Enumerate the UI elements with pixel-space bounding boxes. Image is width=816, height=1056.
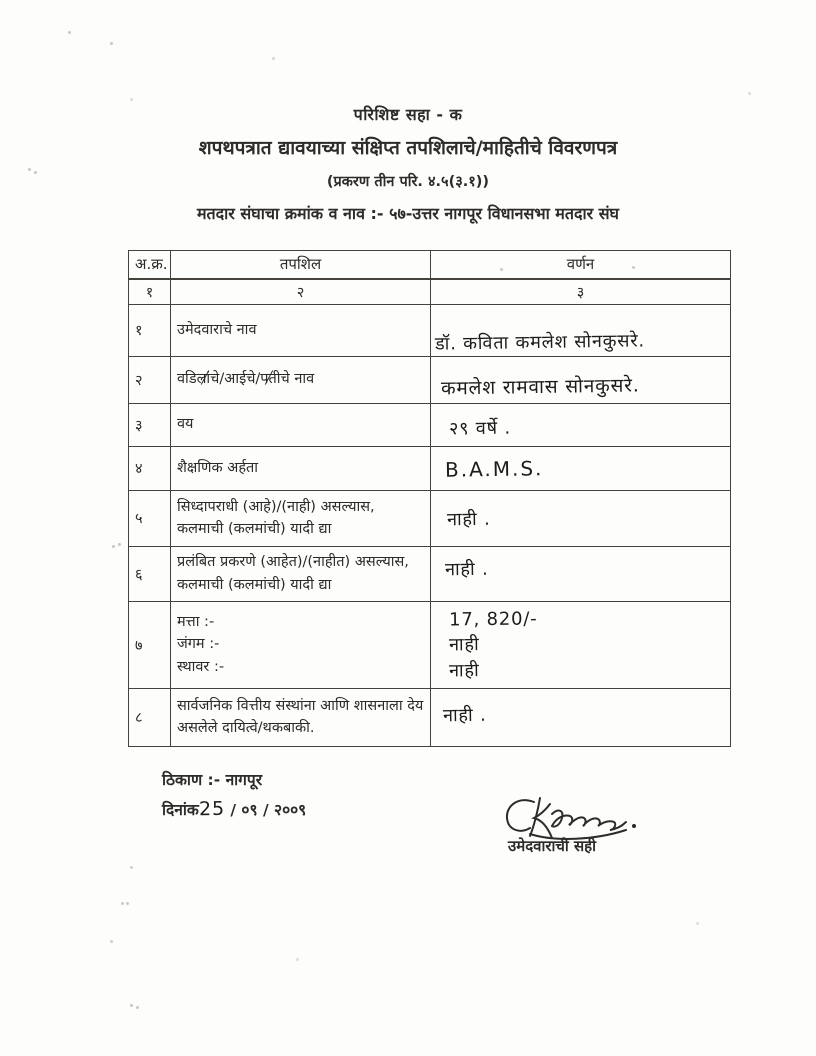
row-label: शैक्षणिक अर्हता [171,446,431,490]
column-number-row [129,279,731,305]
row-label: वडिलांचे/आईचे/पतीचे नाव [177,371,315,388]
column-header-details: तपशिल [171,251,431,279]
table-row-government-dues [129,688,731,746]
movable-label: जंगम :- [177,636,220,653]
table-row-assets [129,601,731,688]
table-row-father-husband-name [129,356,731,403]
row-label: वय [171,403,431,446]
table-row-convicted-cases [129,490,731,546]
serial-number: २ [129,356,171,403]
column-number-3: ३ [431,279,731,305]
table-row-candidate-name [129,304,731,356]
immovable-label: स्थावर :- [177,658,225,675]
handwritten-assets-amount: 17, 820/- [448,608,538,630]
row-label: सिध्दापराधी (आहे)/(नाही) असल्यास, कलमाची (कलमांची) यादी द्या [171,490,431,546]
table-row-age [129,403,731,446]
serial-number: ४ [129,446,171,490]
handwritten-husband-name: कमलेश रामवास सोनकुसरे. [440,373,640,400]
affidavit-summary-table [128,250,731,747]
signature-block [500,792,700,855]
date-month-year: / ०९ / २००९ [230,801,307,819]
handwritten-movable-answer: नाही [448,633,480,655]
row-label: उमेदवाराचे नाव [171,304,431,356]
document-title: शपथपत्रात द्यावयाच्या संक्षिप्त तपशिलाचे/माहितीचे विवरणपत्र [198,137,618,159]
handwritten-date-day: 25 [198,797,226,821]
handwritten-age: २९ वर्षे . [448,417,512,439]
date-line [162,798,306,820]
serial-number: ७ [129,601,171,688]
serial-number: ६ [129,546,171,601]
serial-number: ३ [129,403,171,446]
assets-label: मत्ता :- [177,613,215,630]
date-label: दिनांक [162,801,199,819]
row-label: प्रलंबित प्रकरणे (आहेत)/(नाहीत) असल्यास, कलमाची (कलमांची) यादी द्या [171,546,431,601]
appendix-title: परिशिष्ट सहा - क [353,105,463,124]
handwritten-candidate-name: डॉ. कविता कमलेश सोनकुसरे. [434,329,646,355]
table-row-pending-cases [129,546,731,601]
table-header-row [129,251,731,279]
constituency-line: मतदार संघाचा क्रमांक व नाव :- ५७-उत्तर नागपूर विधानसभा मतदार संघ [196,204,619,223]
table-row-education [129,446,731,490]
column-header-description: वर्णन [431,251,731,279]
chapter-reference: (प्रकरण तीन परि. ४.५(३.१)) [326,174,490,190]
handwritten-convicted-answer: नाही . [446,508,491,530]
column-number-1: १ [129,279,171,305]
handwritten-education: B.A.M.S. [444,455,544,482]
signature-caption: उमेदवाराची सही [508,837,597,855]
serial-number: ८ [129,688,171,746]
row-label: सार्वजनिक वित्तीय संस्थांना आणि शासनाला देय असलेले दायित्वे/थकबाकी. [171,688,431,746]
column-number-2: २ [171,279,431,305]
handwritten-immovable-answer: नाही [448,659,480,681]
handwritten-dues-answer: नाही . [442,704,487,726]
serial-number: १ [129,304,171,356]
serial-number: ५ [129,490,171,546]
place-line: ठिकाण :- नागपूर [162,771,263,789]
handwritten-pending-answer: नाही . [444,558,489,580]
column-header-serial: अ.क्र. [129,251,171,279]
ink-dot [632,824,636,828]
